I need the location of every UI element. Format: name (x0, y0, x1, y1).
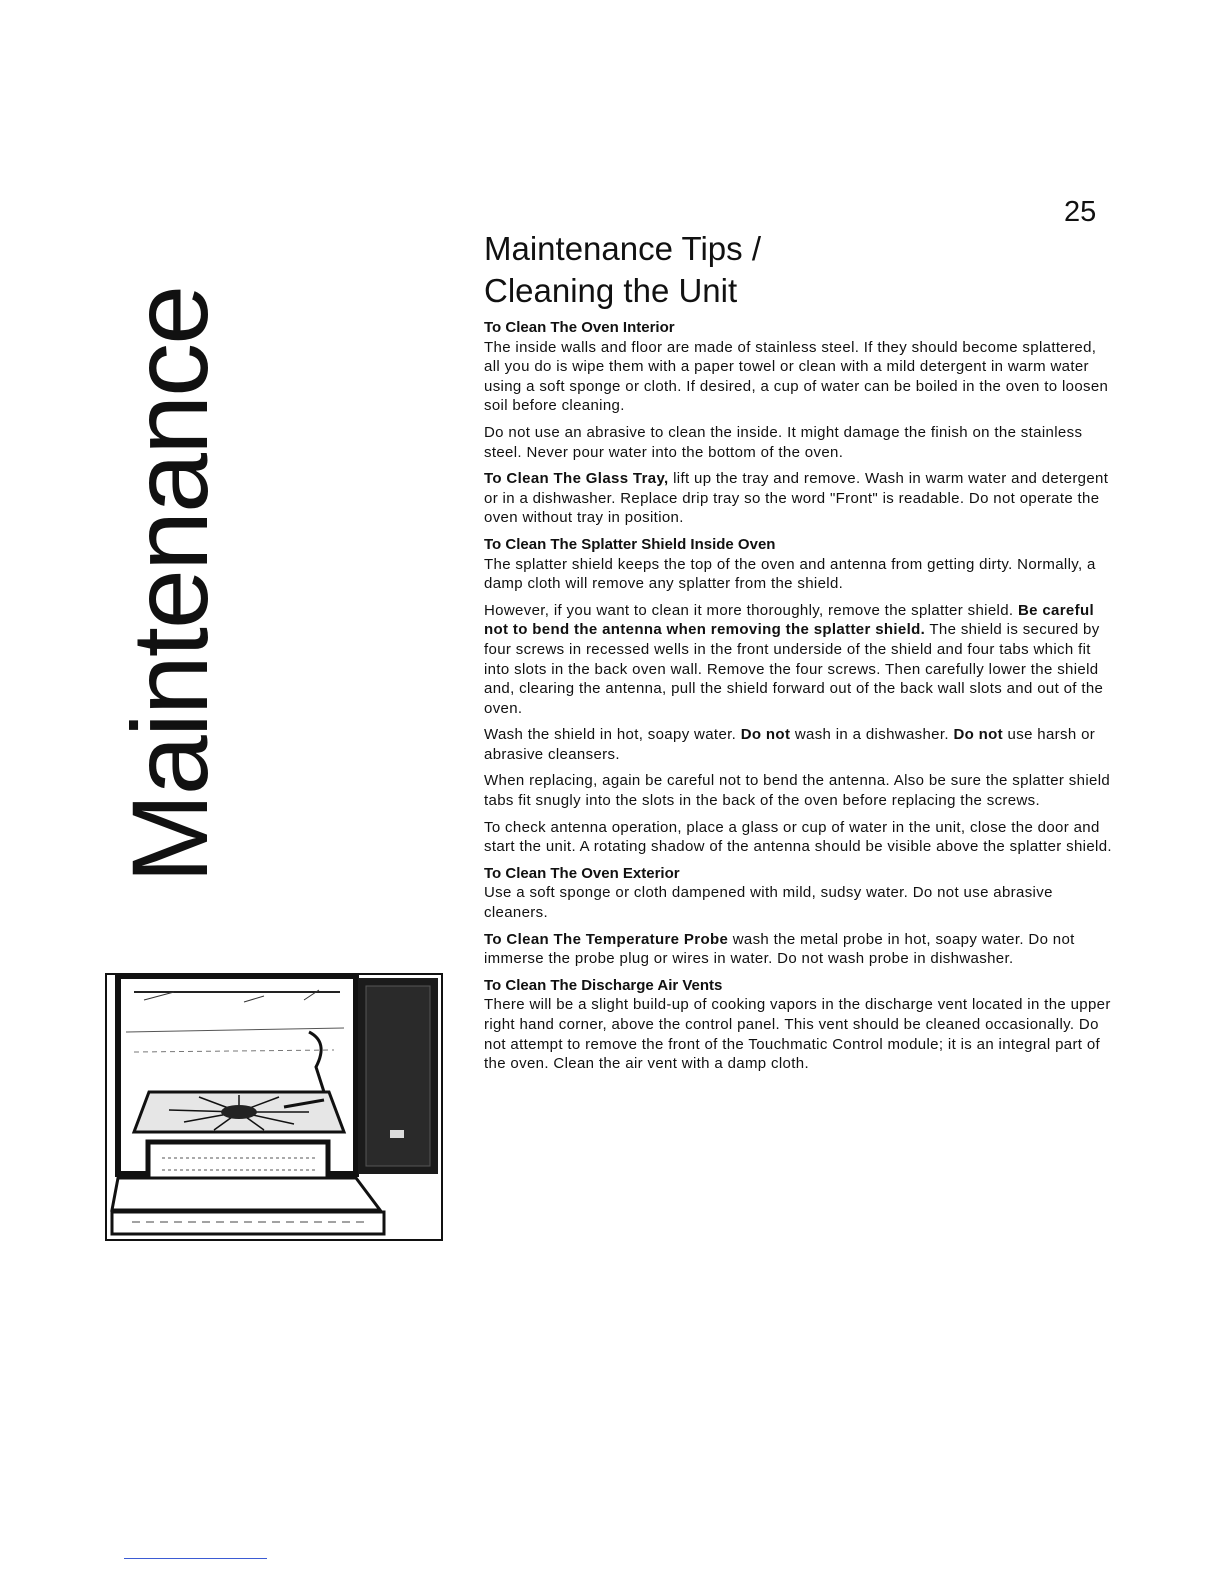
bottom-rule (124, 1558, 267, 1559)
title-line-2: Cleaning the Unit (484, 272, 738, 309)
text-temperature-probe: wash the metal probe in hot, soapy water. Do not immerse the probe plug or wires in water. Do not wash probe in dishwasher. (484, 930, 1075, 968)
paragraph: Use a soft sponge or cloth dampened with mild, sudsy water. Do not use abrasive cleaners. (484, 884, 1053, 922)
main-content (484, 228, 1112, 1081)
paragraph: Do not use an abrasive to clean the inside. It might damage the finish on the stainless steel. Never pour water into the bottom of the oven. (484, 423, 1083, 461)
paragraph-splatter-removal (484, 601, 1112, 719)
title-line-1: Maintenance Tips / (484, 230, 761, 267)
text: The shield is secured by four screws in recessed wells in the front underside of the shield and four tabs which fit into slots in the back oven wall. Remove the four screws. Then carefully lower the shield and, clearing the antenna, pull the shield forward out of the back wall slots and out of the oven. (484, 621, 1104, 717)
text: use harsh or abrasive cleansers. (484, 726, 1096, 763)
text-glass-tray: lift up the tray and remove. Wash in warm water and detergent or in a dishwasher. Replace drip tray so the word "Front" is readable. Do not operate the oven without tray in position. (484, 470, 1109, 527)
text: Wash the shield in hot, soapy water. (484, 726, 741, 744)
heading-discharge-air-vents: To Clean The Discharge Air Vents (484, 976, 723, 994)
side-title: Maintenance (109, 286, 230, 884)
oven-interior-illustration (104, 972, 444, 1242)
lead-temperature-probe: To Clean The Temperature Probe (484, 930, 729, 948)
paragraph: The inside walls and floor are made of stainless steel. If they should become splattered, all you do is wipe them with a paper towel or clean with a mild detergent in warm water using a soft sponge or cloth. If desired, a cup of water can be boiled in the oven to loosen soil before cleaning. (484, 338, 1109, 415)
heading-oven-interior: To Clean The Oven Interior (484, 319, 675, 336)
text: wash in a dishwasher. (790, 726, 954, 744)
paragraph-splatter-wash (484, 725, 1112, 764)
page-number: 25 (1064, 196, 1097, 228)
paragraph: The splatter shield keeps the top of the oven and antenna from getting dirty. Normally, a damp cloth will remove any splatter from the shield. (484, 555, 1096, 593)
emphasis-text: Do not (740, 726, 791, 744)
warning-text: Be careful not to bend the antenna when removing the splatter shield. (484, 601, 1094, 639)
paragraph: When replacing, again be careful not to bend the antenna. Also be sure the splatter shield tabs fit snugly into the slots in the back of the oven before replacing the screws. (484, 772, 1111, 810)
paragraph-glass-tray (484, 469, 1112, 528)
heading-splatter-shield: To Clean The Splatter Shield Inside Oven (484, 535, 776, 553)
emphasis-text: Do not (953, 726, 1004, 744)
page-title (484, 228, 1112, 312)
paragraph-temperature-probe (484, 930, 1112, 969)
paragraph: To check antenna operation, place a glass or cup of water in the unit, close the door and start the unit. A rotating shadow of the antenna should be visible above the splatter shield. (484, 818, 1112, 856)
paragraph: There will be a slight build-up of cooking vapors in the discharge vent located in the upper right hand corner, above the control panel. This vent should be cleaned occasionally. Do not attempt to remove the front of the Touchmatic Control module; it is an integral part of the oven. Clean the air vent with a damp cloth. (484, 996, 1111, 1073)
text: However, if you want to clean it more thoroughly, remove the splatter shield. (484, 601, 1018, 619)
heading-oven-exterior: To Clean The Oven Exterior (484, 864, 680, 882)
lead-glass-tray: To Clean The Glass Tray, (484, 470, 669, 488)
